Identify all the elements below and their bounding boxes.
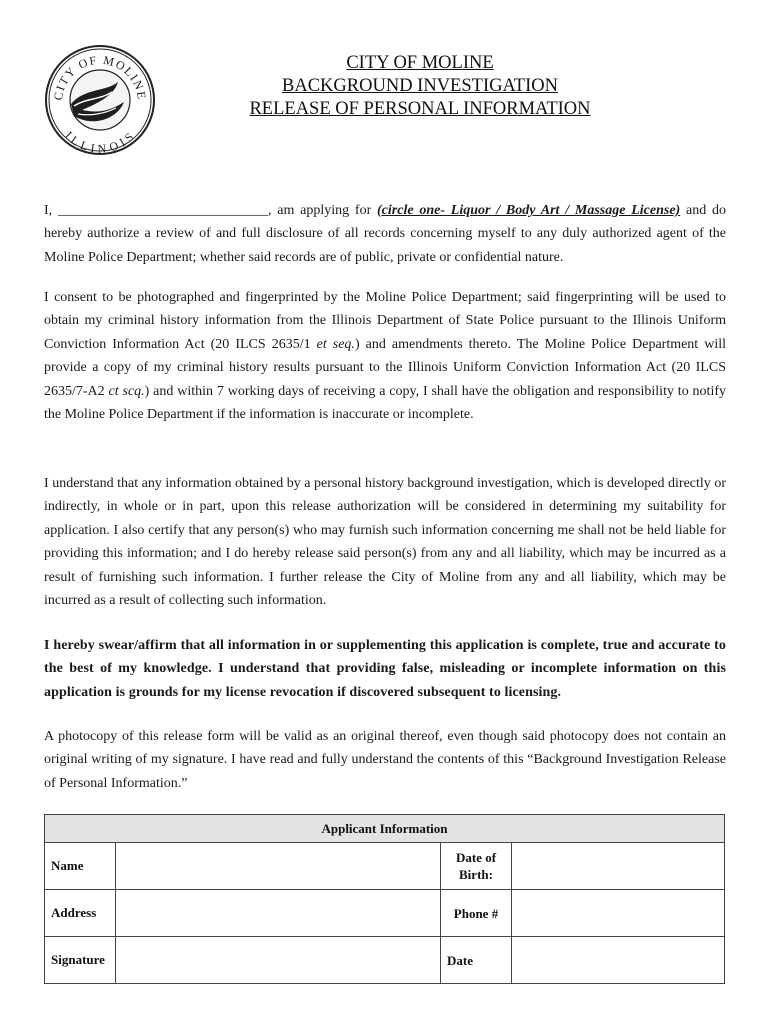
signature-label: Signature [45,937,116,984]
title-release: RELEASE OF PERSONAL INFORMATION [249,99,591,119]
consent-text-1: I consent to be photographed and fingerprinted by the Moline Police Department; said fingerprinting will be used to obtain my criminal history information from the Illinois Department of State Police pursuant to the Illinois Uniform Conviction Information Act (20 ILCS 2635/1 [44,290,726,352]
date-label: Date [441,937,512,984]
intro-paragraph [44,199,726,269]
date-field[interactable] [512,937,725,984]
intro-rest: and do hereby authorize a review of and full disclosure of all records concerning myself to any duly authorized agent of the Moline Police Department; whether said records are of public, private or confidential nature. [44,203,726,265]
document-title [190,52,650,121]
dob-label: Date of Birth: [441,843,512,890]
address-field[interactable] [116,890,441,937]
swear-paragraph: I hereby swear/affirm that all information in or supplementing this application is complete, true and accurate to the best of my knowledge. I understand that providing false, misleading or incomplete information on this application is grounds for my license revocation if discovered subsequent to licensing. [44,638,726,700]
phone-field[interactable] [512,890,725,937]
title-investigation: BACKGROUND INVESTIGATION [282,76,558,96]
consent-italic-2: ct scq. [108,383,145,399]
address-label: Address [45,890,116,937]
title-city: CITY OF MOLINE [346,53,494,73]
consent-text-2: ) and amendments thereto. The Moline Police Department will provide a copy of my criminal history results pursuant to the Illinois Uniform Conviction Information Act (20 ILCS 2635/7-A2 [44,336,727,399]
intro-name-line[interactable]: I, ______________________________, am applying for [44,203,378,218]
consent-text-3: ) and within 7 working days of receiving a copy, I shall have the obligation and responsibility to notify the Moline Police Department if the information is inaccurate or incomplete. [44,383,726,423]
city-seal-logo [44,44,156,156]
dob-field[interactable] [512,843,725,890]
signature-field[interactable] [116,937,441,984]
svg-text:CITY OF MOLINE: CITY OF MOLINE [50,52,150,102]
license-type-choice[interactable]: (circle one- Liquor / Body Art / Massage License) [377,203,681,218]
consent-italic-1: et seq. [316,336,355,352]
consent-paragraph [44,286,726,426]
name-label: Name [45,843,116,890]
understand-paragraph: I understand that any information obtained by a personal history background investigation, which is developed directly or indirectly, in whole or in part, upon this release authorization will be considered in determining my suitability for application. I also certify that any person(s) who may furnish such information concerning me shall not be held liable for providing this information; and I do hereby release said person(s) from any and all liability, which may be incurred as a result of furnishing such information. I further release the City of Moline from any and all liability, which may be incurred as a result of collecting such information. [44,476,726,609]
name-field[interactable] [116,843,441,890]
photocopy-paragraph: A photocopy of this release form will be valid as an original thereof, even though said photocopy does not contain an original writing of my signature. I have read and fully understand the contents of this “Background Investigation Release of Personal Information.” [44,729,726,791]
svg-text:ILLINOIS: ILLINOIS [62,128,138,156]
applicant-info-header: Applicant Information [45,815,725,843]
phone-label: Phone # [441,890,512,937]
applicant-info-table [44,814,725,984]
